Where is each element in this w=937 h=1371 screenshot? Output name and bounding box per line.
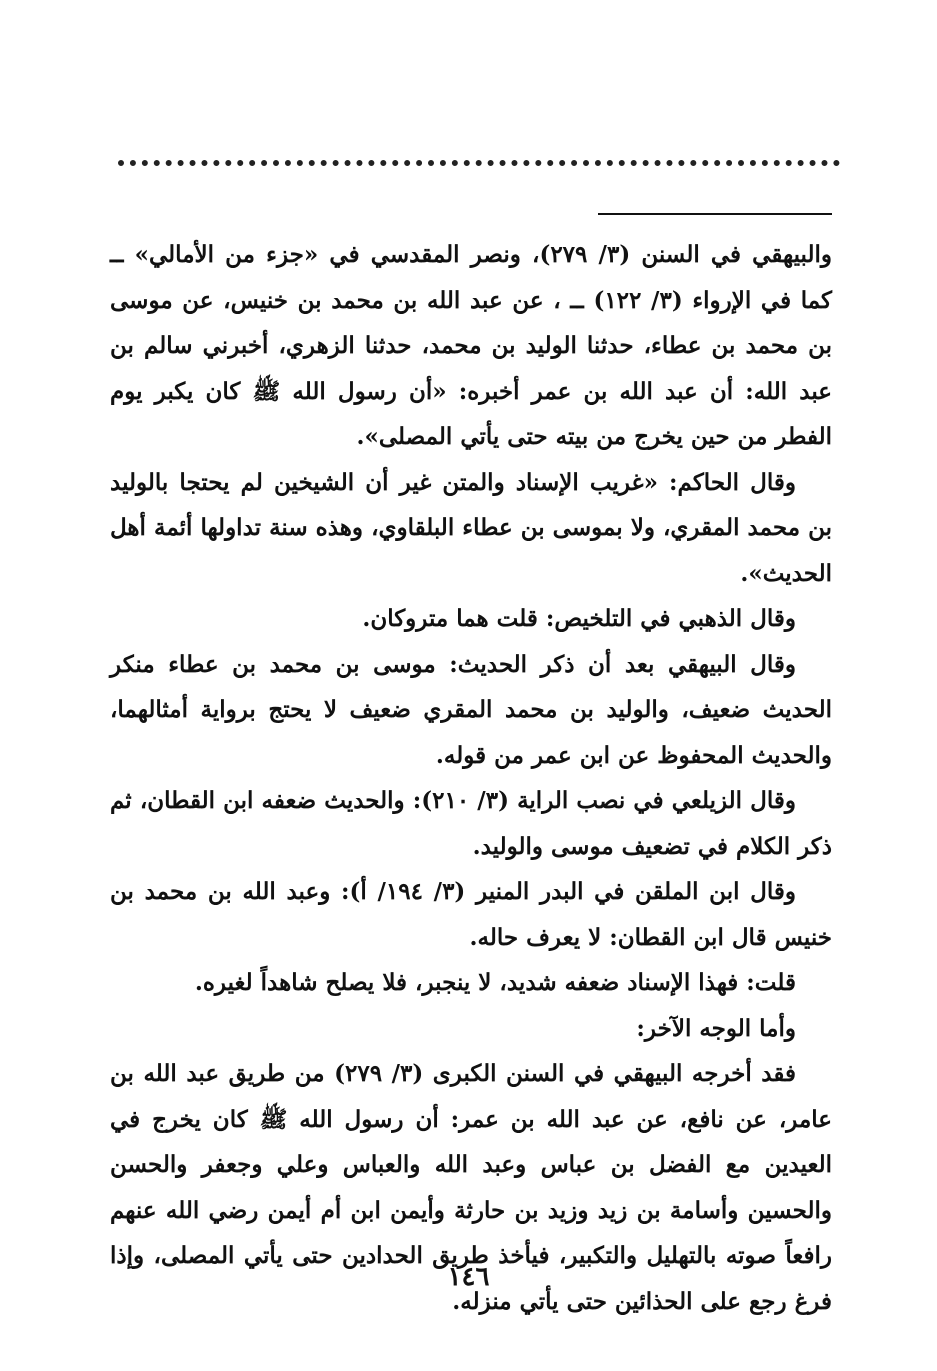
page-number: ١٤٦ [447, 1262, 490, 1292]
footnote-text [110, 232, 832, 1324]
paragraph-1: والبيهقي في السنن (٣/ ٢٧٩)، ونصر المقدسي في «جزء من الأمالي» ــ كما في الإرواء (٣/ ١٢٢) ــ ، عن عبد الله بن محمد بن خنيس، عن موسى بن محمد بن عطاء، حدثنا الوليد بن محمد، حدثنا الزهري، أخبرني سالم بن عبد الله: أن عبد الله بن عمر أخبره: «أن رسول الله ﷺ كان يكبر يوم الفطر من حين يخرج من بيته حتى يأتي المصلى». [110, 241, 832, 450]
paragraph-2: وقال الحاكم: «غريب الإسناد والمتن غير أن الشيخين لم يحتجا بالوليد بن محمد المقري، ولا بموسى بن عطاء البلقاوي، وهذه سنة تداولها أئمة أهل الحديث». [110, 468, 832, 587]
paragraph-3: وقال الذهبي في التلخيص: قلت هما متروكان. [362, 605, 796, 632]
paragraph-8: وأما الوجه الآخر: [636, 1014, 796, 1042]
dotted-separator [118, 160, 840, 166]
paragraph-4: وقال البيهقي بعد أن ذكر الحديث: موسى بن محمد بن عطاء منكر الحديث ضعيف، والوليد بن محمد المقري ضعيف لا يحتج برواية أمثالهما، والحديث المحفوظ عن ابن عمر من قوله. [110, 650, 832, 769]
paragraph-6: وقال ابن الملقن في البدر المنير (٣/ ١٩٤/ أ): وعبد الله بن محمد بن خنيس قال ابن القطان: لا يعرف حاله. [110, 878, 832, 951]
paragraph-7: قلت: فهذا الإسناد ضعفه شديد، لا ينجبر، فلا يصلح شاهداً لغيره. [194, 969, 796, 996]
footnote-rule [598, 213, 832, 215]
paragraph-5: وقال الزيلعي في نصب الراية (٣/ ٢١٠): والحديث ضعفه ابن القطان، ثم ذكر الكلام في تضعيف موسى والوليد. [110, 787, 832, 860]
paragraph-9: فقد أخرجه البيهقي في السنن الكبرى (٣/ ٢٧٩) من طريق عبد الله بن عامر، عن نافع، عن عبد الله بن عمر: أن رسول الله ﷺ كان يخرج في العيدين مع الفضل بن عباس وعبد الله والعباس وعلي وجعفر والحسن والحسين وأسامة بن زيد وزيد بن حارثة وأيمن ابن أم أيمن رضي الله عنهم رافعاً صوته بالتهليل والتكبير، فيأخذ طريق الحدادين حتى يأتي المصلى، وإذا فرغ رجع على الحذائين حتى يأتي منزله. [110, 1060, 832, 1315]
